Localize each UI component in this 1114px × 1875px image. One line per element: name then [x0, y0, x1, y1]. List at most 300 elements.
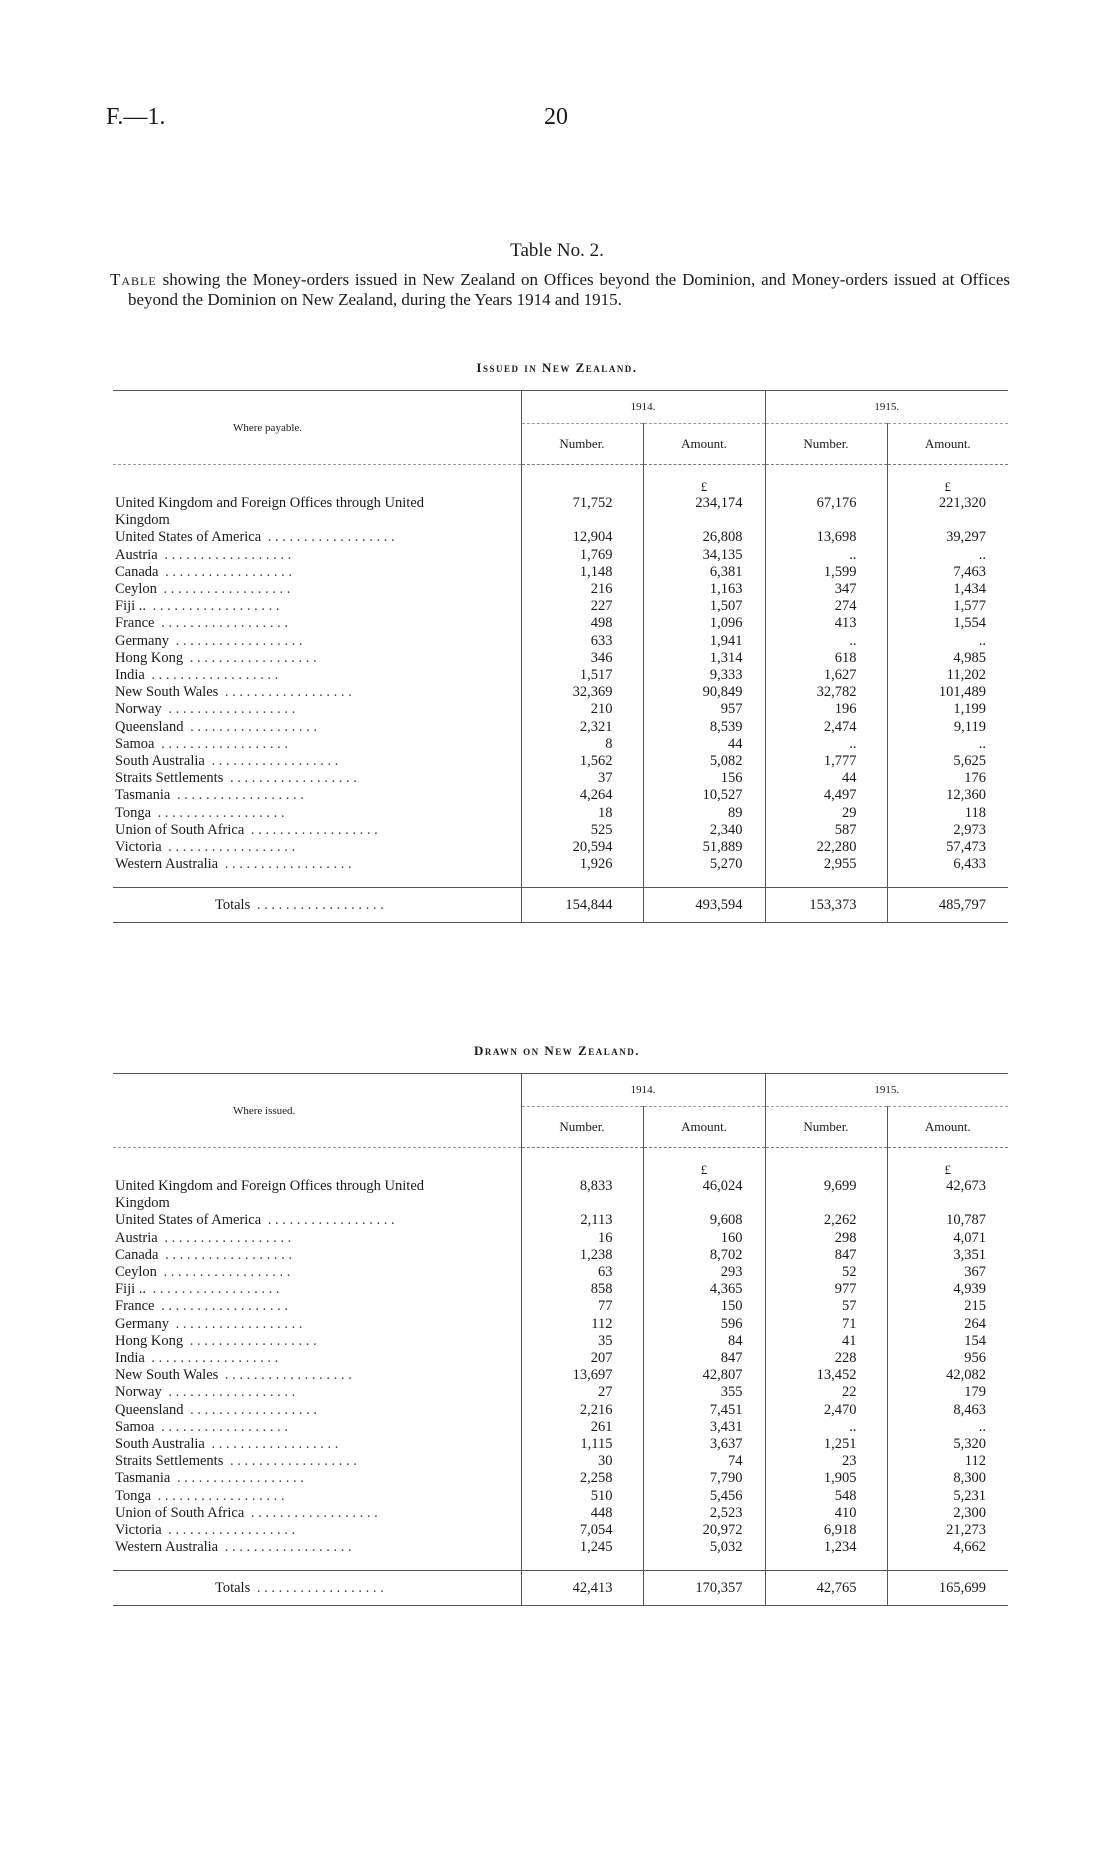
1915-number-cell: 1,905	[765, 1470, 887, 1487]
row-label-cell	[113, 1436, 521, 1453]
1915-number-cell: 13,698	[765, 529, 887, 546]
row-label-cell	[113, 633, 521, 650]
row-label-cell	[113, 701, 521, 718]
1914-number-cell: 510	[521, 1488, 643, 1505]
1915-amount-cell: 1,577	[887, 598, 1008, 615]
totals-label-cell	[113, 888, 521, 923]
table-row	[113, 856, 1008, 873]
table-title: Table No. 2.	[510, 240, 604, 261]
1915-amount-cell: 179	[887, 1384, 1008, 1401]
row-label: Fiji ..	[115, 598, 149, 614]
1915-amount-cell: 5,625	[887, 753, 1008, 770]
totals-label: Totals	[215, 1580, 253, 1596]
caption-lead: Table	[110, 270, 157, 289]
row-label: Tasmania	[115, 1470, 173, 1486]
totals-1914-number: 42,413	[521, 1571, 643, 1606]
1915-number-cell: ..	[765, 547, 887, 564]
row-label: United Kingdom and Foreign Offices through United	[115, 495, 425, 511]
row-label-cell	[113, 564, 521, 581]
1914-number-cell: 216	[521, 581, 643, 598]
1914-amount-cell: 5,456	[643, 1488, 765, 1505]
1915-number-cell: 22	[765, 1384, 887, 1401]
1915-amount-cell: ..	[887, 547, 1008, 564]
year-1914-header: 1914.	[521, 391, 765, 424]
1915-amount-cell: 11,202	[887, 667, 1008, 684]
row-label-cell	[113, 1419, 521, 1436]
leader-dots: . . . . . . . . . . . . . . . . . .	[264, 1212, 395, 1229]
table-row	[113, 787, 1008, 804]
row-label: South Australia	[115, 753, 208, 769]
1915-amount-cell: 4,985	[887, 650, 1008, 667]
1914-amount-cell: 1,163	[643, 581, 765, 598]
1914-amount-cell: 42,807	[643, 1367, 765, 1384]
currency-symbol: £	[887, 465, 1008, 496]
1914-number-cell: 227	[521, 598, 643, 615]
leader-dots: . . . . . . . . . . . . . . . . . .	[157, 1418, 288, 1435]
row-label: Western Australia	[115, 856, 221, 872]
1914-amount-cell: 160	[643, 1230, 765, 1247]
blank-cell	[887, 873, 1008, 888]
1915-number-cell: 1,234	[765, 1539, 887, 1556]
blank-cell	[113, 1148, 521, 1179]
table-row	[113, 753, 1008, 770]
1914-number-cell: 207	[521, 1350, 643, 1367]
totals-1915-amount: 165,699	[887, 1571, 1008, 1606]
table-row	[113, 564, 1008, 581]
1915-number-cell: 410	[765, 1505, 887, 1522]
1915-number-cell: 1,599	[765, 564, 887, 581]
1914-number-cell: 18	[521, 805, 643, 822]
row-label-cell	[113, 667, 521, 684]
1915-amount-cell: 5,231	[887, 1488, 1008, 1505]
1914-amount-header: Amount.	[643, 424, 765, 465]
1915-number-cell: 1,251	[765, 1436, 887, 1453]
1915-amount-cell: 6,433	[887, 856, 1008, 873]
1914-number-cell: 1,245	[521, 1539, 643, 1556]
row-label-cell	[113, 1247, 521, 1264]
leader-dots: . . . . . . . . . . . . . . . . . .	[164, 1384, 296, 1401]
1914-number-cell: 7,054	[521, 1522, 643, 1539]
row-label-cell	[113, 684, 521, 701]
1914-number-cell: 210	[521, 701, 643, 718]
1915-amount-cell: ..	[887, 736, 1008, 753]
table-row	[113, 1298, 1008, 1315]
row-label-cell	[113, 770, 521, 787]
1915-amount-cell: 9,119	[887, 719, 1008, 736]
leader-dots: . . . . . . . . . . . . . . . . . .	[161, 1246, 292, 1263]
1914-amount-cell: 5,032	[643, 1539, 765, 1556]
row-label-cell	[113, 1316, 521, 1333]
row-label: Union of South Africa	[115, 822, 247, 838]
1915-number-cell: 2,474	[765, 719, 887, 736]
table-row	[113, 719, 1008, 736]
issued-table	[113, 390, 1008, 923]
1915-number-cell: 1,627	[765, 667, 887, 684]
row-label: Canada	[115, 1247, 161, 1263]
1915-number-header: Number.	[765, 424, 887, 465]
1915-amount-cell: 176	[887, 770, 1008, 787]
table-row	[113, 1247, 1008, 1264]
1914-number-cell: 1,115	[521, 1436, 643, 1453]
1914-amount-cell: 10,527	[643, 787, 765, 804]
1915-number-cell: 4,497	[765, 787, 887, 804]
1914-amount-cell: 7,790	[643, 1470, 765, 1487]
leader-dots: . . . . . . . . . . . . . . . . . .	[253, 896, 384, 913]
blank-cell	[765, 873, 887, 888]
1914-amount-cell: 4,365	[643, 1281, 765, 1298]
table-row	[113, 684, 1008, 701]
1915-number-cell: 548	[765, 1488, 887, 1505]
table-row	[113, 701, 1008, 718]
row-label-cell	[113, 753, 521, 770]
row-label: Tasmania	[115, 787, 173, 803]
1915-amount-cell: 7,463	[887, 564, 1008, 581]
1915-amount-cell: 12,360	[887, 787, 1008, 804]
1915-amount-cell: ..	[887, 1419, 1008, 1436]
1914-number-cell: 20,594	[521, 839, 643, 856]
1914-number-cell: 37	[521, 770, 643, 787]
1914-amount-cell: 51,889	[643, 839, 765, 856]
1914-amount-cell: 156	[643, 770, 765, 787]
row-label: Samoa	[115, 1419, 157, 1435]
blank-cell	[643, 1556, 765, 1571]
row-label: Straits Settlements	[115, 1453, 226, 1469]
row-label: Hong Kong	[115, 650, 186, 666]
totals-row	[113, 888, 1008, 923]
totals-1915-amount: 485,797	[887, 888, 1008, 923]
1915-amount-header: Amount.	[887, 424, 1008, 465]
totals-1914-number: 154,844	[521, 888, 643, 923]
1915-amount-cell: 1,554	[887, 615, 1008, 632]
row-label: India	[115, 1350, 148, 1366]
where-column-header: Where payable.	[113, 391, 521, 465]
leader-dots: . . . . . . . . . . . . . . . . . .	[171, 632, 303, 649]
1915-number-cell: 1,777	[765, 753, 887, 770]
1915-amount-cell: 4,071	[887, 1230, 1008, 1247]
row-label: Western Australia	[115, 1539, 221, 1555]
blank-cell	[887, 1556, 1008, 1571]
leader-dots: . . . . . . . . . . . . . . . . . .	[247, 1504, 378, 1521]
row-label-cell	[113, 495, 521, 529]
table-row	[113, 1350, 1008, 1367]
1915-amount-cell: 264	[887, 1316, 1008, 1333]
row-label-cell	[113, 581, 521, 598]
1915-number-cell: 67,176	[765, 495, 887, 529]
1914-number-cell: 1,769	[521, 547, 643, 564]
row-label: Tonga	[115, 805, 154, 821]
1914-number-cell: 1,562	[521, 753, 643, 770]
1915-amount-cell: 3,351	[887, 1247, 1008, 1264]
table-row	[113, 633, 1008, 650]
1914-number-cell: 858	[521, 1281, 643, 1298]
1914-amount-cell: 8,702	[643, 1247, 765, 1264]
1915-amount-cell: 1,199	[887, 701, 1008, 718]
table-row	[113, 1316, 1008, 1333]
leader-dots: . . . . . . . . . . . . . . . . . .	[253, 1579, 384, 1596]
leader-dots: . . . . . . . . . . . . . . . . . .	[171, 1315, 303, 1332]
1915-number-cell: 71	[765, 1316, 887, 1333]
table-row	[113, 1367, 1008, 1384]
1914-amount-cell: 6,381	[643, 564, 765, 581]
1915-number-cell: 587	[765, 822, 887, 839]
row-label: Germany	[115, 633, 172, 649]
table-row	[113, 770, 1008, 787]
1915-amount-cell: 4,939	[887, 1281, 1008, 1298]
table-row	[113, 1453, 1008, 1470]
leader-dots: . . . . . . . . . . . . . . . . . .	[186, 1401, 317, 1418]
row-label-cell	[113, 1402, 521, 1419]
row-label: Norway	[115, 701, 165, 717]
table-row	[113, 1470, 1008, 1487]
table-caption	[110, 270, 1010, 310]
totals-1914-amount: 170,357	[643, 1571, 765, 1606]
1914-amount-cell: 89	[643, 805, 765, 822]
row-label: Victoria	[115, 839, 165, 855]
1915-number-cell: 2,470	[765, 1402, 887, 1419]
table-row	[113, 615, 1008, 632]
row-label: Norway	[115, 1384, 165, 1400]
table-row	[113, 581, 1008, 598]
blank-cell	[521, 1148, 643, 1179]
currency-symbol: £	[887, 1148, 1008, 1179]
1915-number-cell: 618	[765, 650, 887, 667]
1915-amount-cell: 2,300	[887, 1505, 1008, 1522]
1914-amount-cell: 1,314	[643, 650, 765, 667]
1914-amount-cell: 2,340	[643, 822, 765, 839]
row-label-cell	[113, 822, 521, 839]
1914-number-cell: 63	[521, 1264, 643, 1281]
row-label: Queensland	[115, 719, 186, 735]
table-row	[113, 529, 1008, 546]
leader-dots: . . . . . . . . . . . . . . . . . .	[186, 718, 317, 735]
row-label-cell	[113, 1539, 521, 1556]
1914-amount-cell: 9,333	[643, 667, 765, 684]
1915-number-cell: 6,918	[765, 1522, 887, 1539]
1914-amount-cell: 1,096	[643, 615, 765, 632]
leader-dots: . . . . . . . . . . . . . . . . . .	[186, 649, 317, 666]
row-label-cell	[113, 1212, 521, 1229]
1915-number-cell: 2,955	[765, 856, 887, 873]
row-label: United Kingdom and Foreign Offices through United	[115, 1178, 425, 1194]
row-label-cell	[113, 1230, 521, 1247]
1914-number-cell: 261	[521, 1419, 643, 1436]
table-row	[113, 547, 1008, 564]
table-row	[113, 1333, 1008, 1350]
drawn-section-heading: Drawn on New Zealand.	[474, 1043, 640, 1058]
1915-number-cell: 9,699	[765, 1178, 887, 1212]
row-label: France	[115, 1298, 157, 1314]
row-label: Canada	[115, 564, 161, 580]
leader-dots: . . . . . . . . . . . . . . . . . .	[221, 684, 352, 701]
row-label-cell	[113, 1264, 521, 1281]
row-label-cell	[113, 1453, 521, 1470]
1914-number-cell: 1,926	[521, 856, 643, 873]
1914-amount-cell: 5,082	[643, 753, 765, 770]
leader-dots: . . . . . . . . . . . . . . . . . .	[149, 1281, 280, 1298]
1915-number-cell: 44	[765, 770, 887, 787]
1914-number-cell: 32,369	[521, 684, 643, 701]
1915-number-cell: 298	[765, 1230, 887, 1247]
blank-cell	[113, 465, 521, 496]
1915-amount-cell: 112	[887, 1453, 1008, 1470]
1914-amount-cell: 26,808	[643, 529, 765, 546]
leader-dots: . . . . . . . . . . . . . . . . . .	[164, 701, 296, 718]
row-label: Hong Kong	[115, 1333, 186, 1349]
table-row	[113, 495, 1008, 529]
1915-amount-cell: 39,297	[887, 529, 1008, 546]
blank-cell	[765, 465, 887, 496]
leader-dots: . . . . . . . . . . . . . . . . . .	[160, 1229, 292, 1246]
1915-amount-cell: ..	[887, 633, 1008, 650]
totals-row	[113, 1571, 1008, 1606]
leader-dots: . . . . . . . . . . . . . . . . . .	[161, 563, 292, 580]
title-block	[0, 240, 1114, 310]
1914-number-cell: 8	[521, 736, 643, 753]
table-row	[113, 1436, 1008, 1453]
leader-dots: . . . . . . . . . . . . . . . . . .	[221, 1539, 352, 1556]
1914-amount-cell: 5,270	[643, 856, 765, 873]
page-number: 20	[544, 104, 568, 130]
table-row	[113, 805, 1008, 822]
leader-dots: . . . . . . . . . . . . . . . . . .	[264, 529, 395, 546]
1915-amount-cell: 215	[887, 1298, 1008, 1315]
blank-cell	[765, 1148, 887, 1179]
table-row	[113, 736, 1008, 753]
1915-amount-header: Amount.	[887, 1107, 1008, 1148]
row-label: Ceylon	[115, 1264, 160, 1280]
row-label-cell	[113, 1333, 521, 1350]
row-label-cell	[113, 1298, 521, 1315]
table-row	[113, 1488, 1008, 1505]
1914-number-header: Number.	[521, 1107, 643, 1148]
1915-amount-cell: 5,320	[887, 1436, 1008, 1453]
row-label: France	[115, 615, 157, 631]
1915-amount-cell: 10,787	[887, 1212, 1008, 1229]
1914-amount-cell: 2,523	[643, 1505, 765, 1522]
drawn-table	[113, 1073, 1008, 1606]
row-label-cell	[113, 1178, 521, 1212]
year-1915-header: 1915.	[765, 1074, 1008, 1107]
1915-number-cell: 347	[765, 581, 887, 598]
row-label-cell	[113, 805, 521, 822]
1915-number-cell: 196	[765, 701, 887, 718]
1915-number-cell: 2,262	[765, 1212, 887, 1229]
1915-number-cell: 847	[765, 1247, 887, 1264]
1914-number-cell: 346	[521, 650, 643, 667]
leader-dots: . . . . . . . . . . . . . . . . . .	[154, 1487, 285, 1504]
leader-dots: . . . . . . . . . . . . . . . . . .	[147, 1350, 279, 1367]
table-row	[113, 598, 1008, 615]
table-row	[113, 1505, 1008, 1522]
leader-dots: . . . . . . . . . . . . . . . . . .	[207, 1436, 339, 1453]
row-label-cell	[113, 650, 521, 667]
totals-1914-amount: 493,594	[643, 888, 765, 923]
row-label-cell	[113, 1488, 521, 1505]
1914-amount-cell: 596	[643, 1316, 765, 1333]
1914-number-cell: 525	[521, 822, 643, 839]
row-label: Austria	[115, 547, 161, 563]
year-1915-header: 1915.	[765, 391, 1008, 424]
year-1914-header: 1914.	[521, 1074, 765, 1107]
1915-number-cell: 13,452	[765, 1367, 887, 1384]
leader-dots: . . . . . . . . . . . . . . . . . .	[186, 1332, 317, 1349]
1914-number-cell: 16	[521, 1230, 643, 1247]
leader-dots: . . . . . . . . . . . . . . . . . .	[149, 598, 280, 615]
1914-amount-cell: 1,941	[643, 633, 765, 650]
row-label: South Australia	[115, 1436, 208, 1452]
1914-amount-cell: 9,608	[643, 1212, 765, 1229]
1914-number-cell: 1,238	[521, 1247, 643, 1264]
row-label: Fiji ..	[115, 1281, 149, 1297]
row-label: New South Wales	[115, 684, 221, 700]
1914-number-cell: 8,833	[521, 1178, 643, 1212]
row-label-cell	[113, 1350, 521, 1367]
1914-number-cell: 448	[521, 1505, 643, 1522]
table-row	[113, 839, 1008, 856]
blank-cell	[521, 1556, 643, 1571]
1914-number-cell: 35	[521, 1333, 643, 1350]
1914-number-header: Number.	[521, 424, 643, 465]
leader-dots: . . . . . . . . . . . . . . . . . .	[164, 839, 296, 856]
1914-amount-cell: 150	[643, 1298, 765, 1315]
row-label-cell	[113, 598, 521, 615]
row-label: Samoa	[115, 736, 157, 752]
1914-number-cell: 13,697	[521, 1367, 643, 1384]
1915-number-cell: 274	[765, 598, 887, 615]
row-label-cell	[113, 1470, 521, 1487]
1914-amount-cell: 355	[643, 1384, 765, 1401]
1915-amount-cell: 8,463	[887, 1402, 1008, 1419]
1914-amount-cell: 847	[643, 1350, 765, 1367]
1914-amount-header: Amount.	[643, 1107, 765, 1148]
1915-number-cell: ..	[765, 633, 887, 650]
1915-amount-cell: 4,662	[887, 1539, 1008, 1556]
1915-amount-cell: 1,434	[887, 581, 1008, 598]
page-header	[0, 104, 1114, 134]
row-label-cell	[113, 1505, 521, 1522]
1915-amount-cell: 154	[887, 1333, 1008, 1350]
1915-number-cell: 41	[765, 1333, 887, 1350]
row-label: India	[115, 667, 148, 683]
currency-symbol: £	[643, 1148, 765, 1179]
1915-amount-cell: 8,300	[887, 1470, 1008, 1487]
1915-amount-cell: 367	[887, 1264, 1008, 1281]
table-row	[113, 650, 1008, 667]
1914-number-cell: 633	[521, 633, 643, 650]
row-label-cell	[113, 1281, 521, 1298]
1914-amount-cell: 1,507	[643, 598, 765, 615]
row-label-cell	[113, 856, 521, 873]
row-label: Austria	[115, 1230, 161, 1246]
totals-label: Totals	[215, 897, 253, 913]
1915-number-cell: 228	[765, 1350, 887, 1367]
leader-dots: . . . . . . . . . . . . . . . . . .	[157, 615, 288, 632]
1914-number-cell: 2,258	[521, 1470, 643, 1487]
leader-dots: . . . . . . . . . . . . . . . . . .	[226, 770, 357, 787]
1914-amount-cell: 293	[643, 1264, 765, 1281]
1915-amount-cell: 21,273	[887, 1522, 1008, 1539]
table-row	[113, 1539, 1008, 1556]
1914-number-cell: 4,264	[521, 787, 643, 804]
table-row	[113, 1230, 1008, 1247]
1915-amount-cell: 101,489	[887, 684, 1008, 701]
blank-cell	[113, 1556, 521, 1571]
1915-number-cell: 57	[765, 1298, 887, 1315]
row-label: United States of America	[115, 529, 264, 545]
row-label: Germany	[115, 1316, 172, 1332]
issued-section-heading: Issued in New Zealand.	[476, 360, 638, 375]
row-label: Union of South Africa	[115, 1505, 247, 1521]
